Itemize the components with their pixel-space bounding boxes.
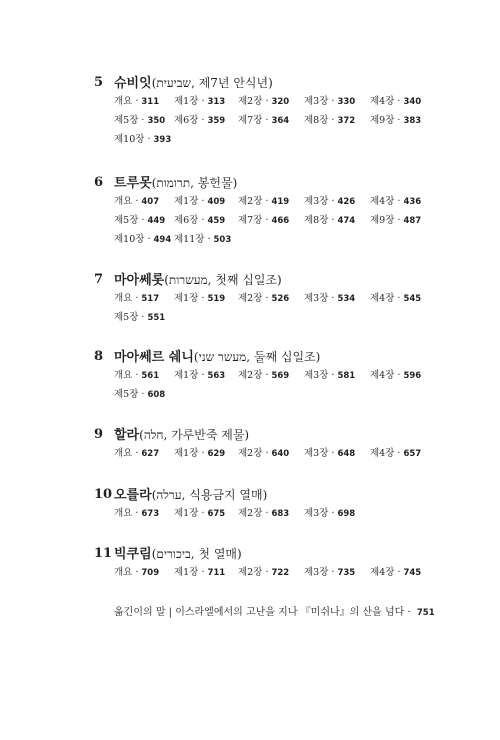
chapter-entry[interactable] (370, 115, 421, 127)
chapter-label: 제3장 (304, 567, 329, 578)
middle-dot: · (201, 567, 205, 578)
section-number: 10 (94, 487, 113, 502)
middle-dot: · (201, 293, 205, 304)
chapter-entry[interactable] (114, 134, 171, 146)
chapter-entry[interactable] (114, 115, 165, 127)
chapter-entry[interactable] (238, 196, 289, 208)
chapter-label: 제2장 (238, 567, 263, 578)
chapter-entry[interactable] (238, 508, 289, 520)
chapter-label: 개요 (114, 508, 133, 519)
middle-dot: · (331, 370, 335, 381)
page-number: 330 (337, 97, 356, 107)
translator-note-entry[interactable] (114, 603, 435, 618)
page-number: 340 (403, 97, 422, 107)
chapter-entry[interactable] (174, 293, 225, 305)
chapter-entry[interactable] (114, 293, 159, 305)
chapter-entry[interactable] (304, 215, 355, 227)
page-number: 608 (147, 390, 166, 400)
middle-dot: · (265, 293, 269, 304)
page-number: 517 (141, 294, 160, 304)
section-title: 오를라 (114, 488, 152, 503)
chapter-entry[interactable] (238, 293, 289, 305)
chapter-label: 제2장 (238, 370, 263, 381)
chapter-label: 제5장 (114, 389, 139, 400)
middle-dot: · (201, 196, 205, 207)
section-number: 6 (94, 175, 104, 190)
section-title: 빅쿠림 (114, 547, 152, 562)
middle-dot: · (135, 196, 139, 207)
chapter-entry[interactable] (114, 96, 159, 108)
chapter-label: 제3장 (304, 293, 329, 304)
middle-dot: · (397, 96, 401, 107)
section-subtitle: (שביעית, 제7년 안식년) (151, 76, 273, 90)
chapter-label: 제10장 (114, 134, 145, 145)
page-number: 364 (271, 116, 290, 126)
middle-dot: · (265, 96, 269, 107)
section-subtitle: (מעשר שני, 둘째 십일조) (193, 350, 321, 364)
chapter-label: 제7장 (238, 115, 263, 126)
chapter-label: 제1장 (174, 448, 199, 459)
chapter-label: 제5장 (114, 115, 139, 126)
middle-dot: · (265, 508, 269, 519)
page-number: 320 (271, 97, 290, 107)
chapter-entry[interactable] (370, 293, 421, 305)
middle-dot: · (201, 215, 205, 226)
page-number: 722 (271, 568, 290, 578)
chapter-entry[interactable] (174, 567, 225, 579)
chapter-label: 제1장 (174, 293, 199, 304)
chapter-label: 제4장 (370, 448, 395, 459)
page-number: 409 (207, 197, 226, 207)
chapter-entry[interactable] (238, 567, 289, 579)
chapter-entry[interactable] (238, 215, 289, 227)
middle-dot: · (201, 448, 205, 459)
chapter-label: 제7장 (238, 215, 263, 226)
chapter-label: 제2장 (238, 508, 263, 519)
chapter-label: 제1장 (174, 196, 199, 207)
page-number: 459 (207, 216, 226, 226)
chapter-label: 제9장 (370, 215, 395, 226)
middle-dot: · (135, 293, 139, 304)
page-number: 751 (416, 608, 435, 618)
middle-dot: · (141, 115, 145, 126)
chapter-entry[interactable] (114, 508, 159, 520)
middle-dot: · (331, 96, 335, 107)
chapter-label: 제5장 (114, 215, 139, 226)
section-subtitle: (ערלה, 식용금지 열매) (151, 488, 268, 502)
page-number: 466 (271, 216, 290, 226)
section-number: 5 (94, 75, 104, 90)
chapter-entry[interactable] (114, 370, 159, 382)
section-number: 8 (94, 349, 104, 364)
chapter-label: 제2장 (238, 448, 263, 459)
middle-dot: · (397, 215, 401, 226)
chapter-label: 제1장 (174, 508, 199, 519)
chapter-entry[interactable] (174, 448, 225, 460)
middle-dot: · (397, 196, 401, 207)
chapter-entry[interactable] (114, 215, 165, 227)
middle-dot: · (201, 508, 205, 519)
page-number: 313 (207, 97, 226, 107)
middle-dot: · (265, 115, 269, 126)
middle-dot: · (201, 96, 205, 107)
middle-dot: · (397, 115, 401, 126)
page-number: 581 (337, 371, 356, 381)
middle-dot: · (331, 196, 335, 207)
chapter-entry[interactable] (304, 196, 355, 208)
middle-dot: · (265, 370, 269, 381)
chapter-label: 제9장 (370, 115, 395, 126)
chapter-label: 제2장 (238, 293, 263, 304)
chapter-entry[interactable] (370, 196, 421, 208)
middle-dot: · (147, 234, 151, 245)
page-number: 698 (337, 509, 356, 519)
page-number: 350 (147, 116, 166, 126)
middle-dot: · (331, 115, 335, 126)
chapter-entry[interactable] (174, 370, 225, 382)
section-number: 11 (94, 546, 113, 561)
page-number: 561 (141, 371, 160, 381)
middle-dot: · (397, 370, 401, 381)
page-number: 393 (153, 135, 172, 145)
page-number: 596 (403, 371, 422, 381)
chapter-label: 제3장 (304, 370, 329, 381)
middle-dot: · (331, 508, 335, 519)
page-number: 419 (271, 197, 290, 207)
page-number: 534 (337, 294, 356, 304)
middle-dot: · (331, 215, 335, 226)
chapter-entry[interactable] (304, 508, 355, 520)
chapter-entry[interactable] (304, 96, 355, 108)
chapter-label: 제2장 (238, 196, 263, 207)
chapter-entry[interactable] (370, 448, 421, 460)
chapter-entry[interactable] (114, 196, 159, 208)
middle-dot: · (265, 215, 269, 226)
middle-dot: · (207, 234, 211, 245)
page-number: 359 (207, 116, 226, 126)
chapter-label: 개요 (114, 567, 133, 578)
section-subtitle: (מעשרות, 첫째 십일조) (164, 273, 282, 287)
chapter-entry[interactable] (114, 448, 159, 460)
middle-dot: · (397, 448, 401, 459)
chapter-entry[interactable] (174, 196, 225, 208)
chapter-entry[interactable] (304, 293, 355, 305)
chapter-entry[interactable] (304, 448, 355, 460)
section-title: 마아쎄르 쉐니 (114, 350, 194, 365)
chapter-label: 제11장 (174, 234, 205, 245)
chapter-entry[interactable] (174, 508, 225, 520)
middle-dot: · (265, 196, 269, 207)
middle-dot: · (265, 448, 269, 459)
chapter-label: 제2장 (238, 96, 263, 107)
middle-dot: · (397, 567, 401, 578)
page-number: 503 (213, 235, 232, 245)
chapter-entry[interactable] (114, 234, 171, 246)
page-number: 629 (207, 449, 226, 459)
page-number: 519 (207, 294, 226, 304)
middle-dot: · (201, 370, 205, 381)
page-number: 563 (207, 371, 226, 381)
page-number: 551 (147, 313, 166, 323)
middle-dot: · (404, 607, 414, 618)
chapter-entry[interactable] (370, 96, 421, 108)
middle-dot: · (141, 215, 145, 226)
middle-dot: · (135, 567, 139, 578)
chapter-label: 제3장 (304, 448, 329, 459)
chapter-label: 제8장 (304, 215, 329, 226)
chapter-label: 제1장 (174, 370, 199, 381)
page-number: 449 (147, 216, 166, 226)
page-number: 311 (141, 97, 160, 107)
page-number: 569 (271, 371, 290, 381)
middle-dot: · (135, 448, 139, 459)
middle-dot: · (265, 567, 269, 578)
chapter-entry[interactable] (114, 312, 165, 324)
chapter-entry[interactable] (174, 96, 225, 108)
middle-dot: · (135, 508, 139, 519)
chapter-entry[interactable] (238, 448, 289, 460)
chapter-label: 개요 (114, 370, 133, 381)
chapter-label: 제3장 (304, 196, 329, 207)
chapter-label: 제6장 (174, 215, 199, 226)
chapter-label: 제4장 (370, 293, 395, 304)
page-number: 407 (141, 197, 160, 207)
chapter-label: 제4장 (370, 567, 395, 578)
middle-dot: · (331, 293, 335, 304)
middle-dot: · (147, 134, 151, 145)
chapter-label: 제5장 (114, 312, 139, 323)
chapter-label: 제1장 (174, 96, 199, 107)
section-number: 9 (94, 427, 104, 442)
page-number: 426 (337, 197, 356, 207)
middle-dot: · (201, 115, 205, 126)
section-subtitle: (תרומות, 봉헌물) (151, 176, 238, 190)
middle-dot: · (135, 370, 139, 381)
section-title: 트루못 (114, 176, 152, 191)
middle-dot: · (141, 312, 145, 323)
page-number: 545 (403, 294, 422, 304)
page-number: 711 (207, 568, 226, 578)
chapter-entry[interactable] (304, 567, 355, 579)
chapter-label: 제3장 (304, 96, 329, 107)
middle-dot: · (331, 567, 335, 578)
chapter-label: 제4장 (370, 370, 395, 381)
page-number: 735 (337, 568, 356, 578)
chapter-label: 개요 (114, 448, 133, 459)
page-number: 657 (403, 449, 422, 459)
chapter-entry[interactable] (304, 115, 355, 127)
page-number: 640 (271, 449, 290, 459)
section-title: 슈비잇 (114, 76, 152, 91)
section-number: 7 (94, 272, 104, 287)
page-number: 673 (141, 509, 160, 519)
chapter-label: 제6장 (174, 115, 199, 126)
chapter-entry[interactable] (238, 96, 289, 108)
middle-dot: · (331, 448, 335, 459)
chapter-label: 제1장 (174, 567, 199, 578)
chapter-label: 제4장 (370, 96, 395, 107)
chapter-entry[interactable] (174, 215, 225, 227)
chapter-label: 제4장 (370, 196, 395, 207)
chapter-entry[interactable] (174, 115, 225, 127)
middle-dot: · (141, 389, 145, 400)
page-number: 383 (403, 116, 422, 126)
page-number: 709 (141, 568, 160, 578)
chapter-entry[interactable] (370, 370, 421, 382)
page-number: 675 (207, 509, 226, 519)
chapter-label: 개요 (114, 293, 133, 304)
middle-dot: · (135, 96, 139, 107)
page-number: 494 (153, 235, 172, 245)
translator-note-text: 옮긴이의 말 | 이스라엘에서의 고난을 지나 『미쉬나』의 산을 넘다 (114, 607, 405, 618)
chapter-label: 개요 (114, 196, 133, 207)
chapter-entry[interactable] (238, 115, 289, 127)
page-number: 487 (403, 216, 422, 226)
section-title: 할라 (114, 428, 140, 443)
chapter-entry[interactable] (370, 215, 421, 227)
chapter-entry[interactable] (114, 389, 165, 401)
page-number: 526 (271, 294, 290, 304)
page-number: 372 (337, 116, 356, 126)
page-number: 474 (337, 216, 356, 226)
chapter-entry[interactable] (370, 567, 421, 579)
chapter-entry[interactable] (238, 370, 289, 382)
chapter-label: 개요 (114, 96, 133, 107)
chapter-entry[interactable] (174, 234, 231, 246)
page-number: 745 (403, 568, 422, 578)
chapter-entry[interactable] (114, 567, 159, 579)
chapter-label: 제10장 (114, 234, 145, 245)
page-number: 648 (337, 449, 356, 459)
middle-dot: · (397, 293, 401, 304)
chapter-label: 제3장 (304, 508, 329, 519)
page-number: 683 (271, 509, 290, 519)
section-title: 마아쎄롯 (114, 273, 165, 288)
page-number: 436 (403, 197, 422, 207)
chapter-entry[interactable] (304, 370, 355, 382)
section-subtitle: (חלה, 가루반죽 제물) (139, 428, 250, 442)
section-subtitle: (ביכורים, 첫 열매) (151, 547, 242, 561)
chapter-label: 제8장 (304, 115, 329, 126)
page-number: 627 (141, 449, 160, 459)
